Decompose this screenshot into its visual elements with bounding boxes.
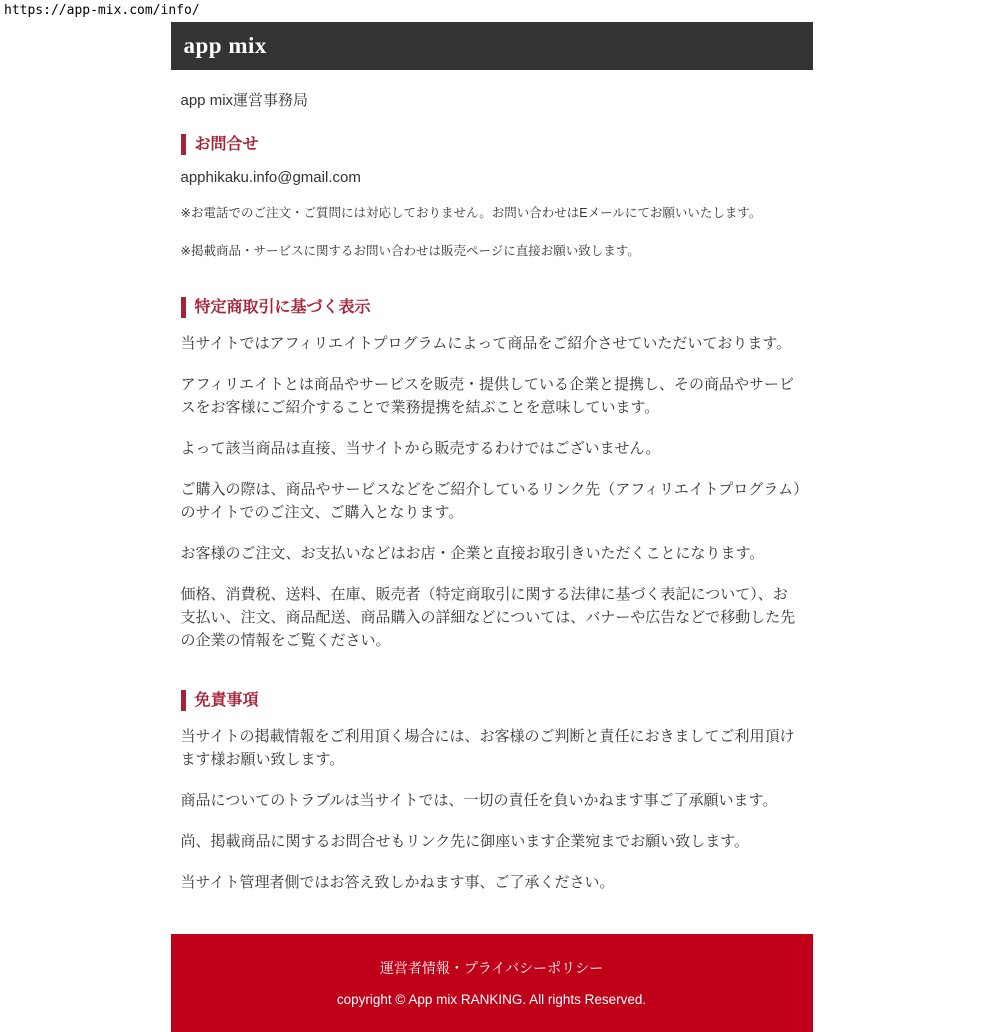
footer-privacy-policy-link[interactable]: 運営者情報・プライバシーポリシー	[379, 960, 604, 976]
tokutei-paragraph: お客様のご注文、お支払いなどはお店・企業と直接お取引きいただくことになります。	[180, 545, 765, 562]
site-header	[171, 22, 813, 70]
operator-name: app mix運営事務局	[180, 92, 309, 109]
disclaimer-paragraph: 当サイト管理者側ではお答え致しかねます事、ご了承ください。	[180, 874, 615, 891]
section-contact	[181, 134, 803, 259]
main-content	[171, 91, 813, 894]
tokutei-paragraph: ご購入の際は、商品やサービスなどをご紹介しているリンク先（アフィリエイトプログラム）のサイトでのご注文、ご購入となります。	[180, 481, 801, 521]
disclaimer-heading: 免責事項	[181, 690, 803, 711]
contact-email: apphikaku.info@gmail.com	[180, 169, 361, 186]
contact-note: ※掲載商品・サービスに関するお問い合わせは販売ページに直接お願い致します。	[180, 244, 640, 258]
disclaimer-paragraph: 商品についてのトラブルは当サイトでは、一切の責任を負いかねます事ご了承願います。	[180, 792, 778, 809]
disclaimer-paragraph: 尚、掲載商品に関するお問合せもリンク先に御座います企業宛までお願い致します。	[180, 833, 750, 850]
site-footer	[171, 934, 813, 1032]
footer-copyright: copyright © App mix RANKING. All rights Reserved.	[336, 992, 647, 1007]
tokutei-paragraph: 価格、消費税、送料、在庫、販売者（特定商取引に関する法律に基づく表記について）、お支払い、注文、商品配送、商品購入の詳細などについては、バナーや広告などで移動した先の企業の情報をご覧ください。	[180, 586, 796, 649]
tokutei-paragraph: アフィリエイトとは商品やサービスを販売・提供している企業と提携し、その商品やサービスをお客様にご紹介することで業務提携を結ぶことを意味しています。	[180, 376, 795, 416]
disclaimer-paragraph: 当サイトの掲載情報をご利用頂く場合には、お客様のご判断と責任におきましてご利用頂けます様お願い致します。	[180, 728, 795, 768]
page-url-text: https://app-mix.com/info/	[4, 3, 200, 18]
contact-heading: お問合せ	[181, 134, 803, 155]
tokutei-heading: 特定商取引に基づく表示	[181, 297, 803, 318]
page-container	[171, 22, 813, 1032]
tokutei-paragraph: よって該当商品は直接、当サイトから販売するわけではございません。	[180, 440, 661, 457]
contact-note: ※お電話でのご注文・ご質問には対応しておりません。お問い合わせはEメールにてお願いいたします。	[180, 206, 762, 220]
site-logo[interactable]: app mix	[183, 33, 267, 58]
tokutei-paragraph: 当サイトではアフィリエイトプログラムによって商品をご紹介させていただいております。	[180, 335, 792, 352]
section-disclaimer	[181, 690, 803, 894]
section-tokutei-shotorihiki	[181, 297, 803, 652]
